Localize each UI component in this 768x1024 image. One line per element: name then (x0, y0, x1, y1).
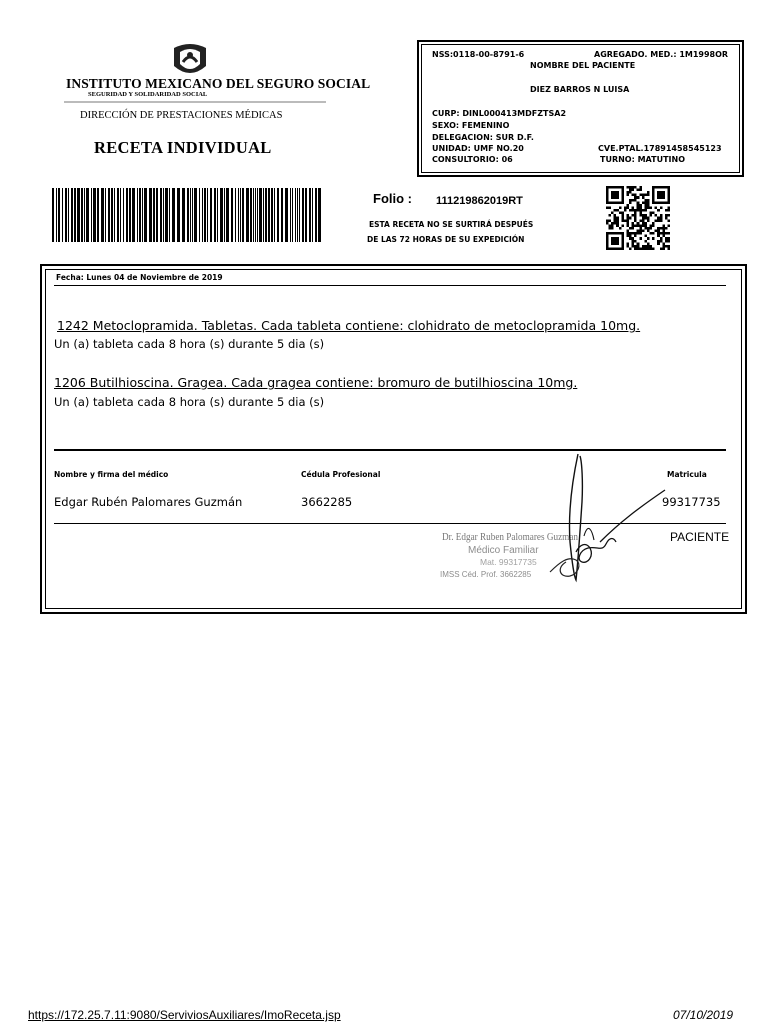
matricula-value: 99317735 (662, 495, 721, 509)
document-title: RECETA INDIVIDUAL (94, 138, 272, 157)
nombre-paciente-label: NOMBRE DEL PACIENTE (530, 61, 636, 70)
stamp-line-2: Médico Familiar (468, 545, 539, 556)
institution-name: INSTITUTO MEXICANO DEL SEGURO SOCIAL (66, 76, 371, 91)
consultorio: CONSULTORIO: 06 (432, 155, 513, 164)
footer-print-date: 07/10/2019 (673, 1008, 734, 1022)
date-divider (54, 285, 726, 286)
medication-2-title: 1206 Butilhioscina. Gragea. Cada gragea contiene: bromuro de butilhioscina 10mg. (54, 375, 578, 390)
unidad: UNIDAD: UMF NO.20 (432, 144, 524, 153)
stamp-line-4: IMSS Céd. Prof. 3662285 (440, 570, 532, 579)
barcode (50, 188, 323, 242)
doctor-name-label: Nombre y firma del médico (54, 470, 169, 479)
doctor-name: Edgar Rubén Palomares Guzmán (54, 495, 243, 509)
imss-logo-icon (170, 40, 210, 80)
delegacion: DELEGACION: SUR D.F. (432, 133, 534, 142)
prescription-date: Fecha: Lunes 04 de Noviembre de 2019 (56, 273, 223, 282)
signature-divider (54, 449, 726, 451)
nombre-paciente: DIEZ BARROS N LUISA (530, 85, 630, 94)
medication-1-dose: Un (a) tableta cada 8 hora (s) durante 5 dia (s) (54, 337, 325, 351)
stamp-line-3: Mat. 99317735 (480, 557, 537, 567)
direccion-label: DIRECCIÓN DE PRESTACIONES MÉDICAS (80, 110, 283, 121)
folio-value: 111219862019RT (436, 195, 523, 207)
matricula-label: Matricula (667, 470, 707, 479)
turno: TURNO: MATUTINO (600, 155, 686, 164)
paciente-label: PACIENTE (670, 530, 730, 544)
expiry-warning-line2: DE LAS 72 HORAS DE SU EXPEDICIÓN (367, 235, 525, 244)
patient-info-box (417, 40, 744, 177)
header-divider (64, 101, 326, 103)
folio-label: Folio : (373, 191, 412, 206)
doctor-signature (510, 452, 670, 582)
cve-ptal: CVE.PTAL.17891458545123 (598, 144, 722, 153)
qr-code (604, 186, 672, 250)
cedula-value: 3662285 (301, 495, 353, 509)
expiry-warning-line1: ESTA RECETA NO SE SURTIRÁ DESPUÉS (369, 220, 534, 229)
agregado-medico: AGREGADO. MED.: 1M1998OR (594, 50, 729, 59)
footer-url-link[interactable]: https://172.25.7.11:9080/ServiviosAuxiliares/ImoReceta.jsp (28, 1008, 341, 1022)
sexo: SEXO: FEMENINO (432, 121, 510, 130)
curp: CURP: DINL000413MDFZTSA2 (432, 109, 567, 118)
medication-2-dose: Un (a) tableta cada 8 hora (s) durante 5 dia (s) (54, 395, 325, 409)
stamp-line-1: Dr. Edgar Ruben Palomares Guzman (442, 531, 579, 543)
medication-1-title: 1242 Metoclopramida. Tabletas. Cada tableta contiene: clohidrato de metoclopramida 10mg. (57, 318, 641, 333)
institution-subtitle: SEGURIDAD Y SOLIDARIDAD SOCIAL (88, 91, 208, 98)
cedula-label: Cédula Profesional (301, 470, 381, 479)
nss: NSS:0118-00-8791-6 (432, 50, 525, 59)
